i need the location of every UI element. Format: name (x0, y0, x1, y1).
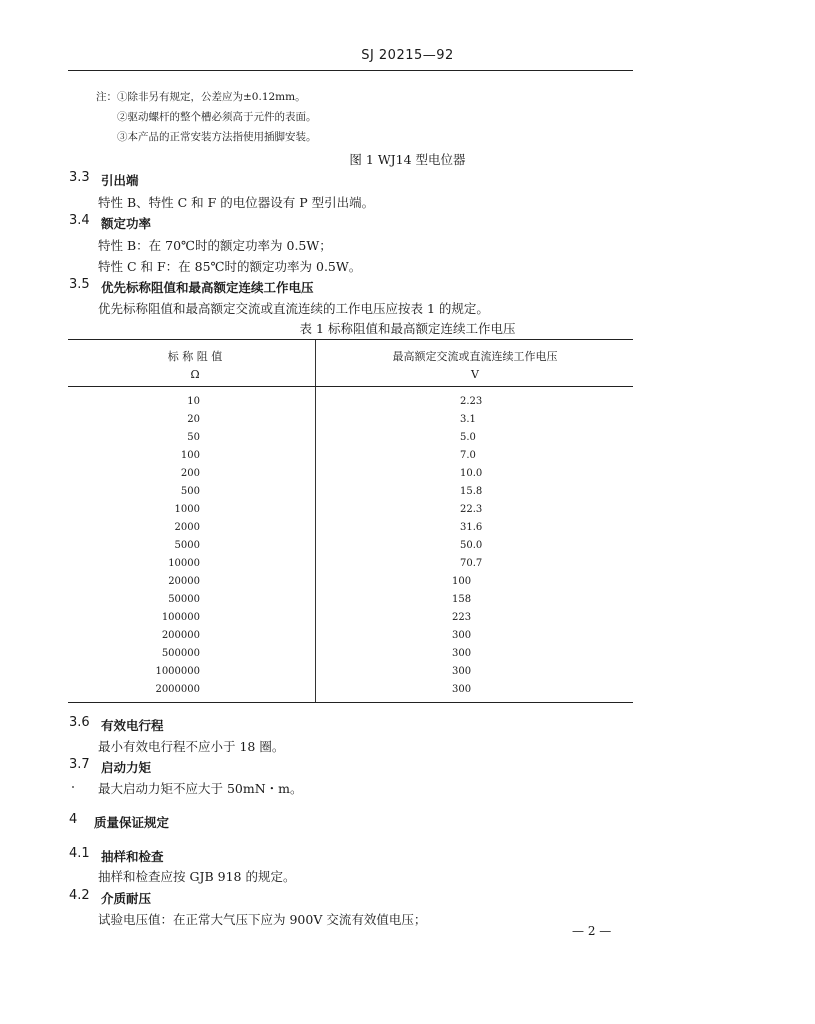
table-cell-voltage: 2.23 (460, 396, 483, 407)
section-title: 介质耐压 (101, 891, 152, 906)
scan-speck (72, 786, 74, 788)
table-cell-voltage: 70.7 (460, 558, 483, 569)
table-cell-resistance: 50 (187, 432, 200, 443)
table-cell-voltage: 300 (452, 630, 472, 641)
table-caption: 表 1 标称阻值和最高额定连续工作电压 (299, 321, 516, 336)
section-title: 质量保证规定 (94, 815, 170, 830)
section-number: 3.5 (69, 277, 90, 292)
table-cell-resistance: 100000 (161, 612, 200, 623)
notes-prefix: 注： (96, 91, 117, 103)
table-cell-voltage: 15.8 (460, 486, 483, 497)
section-number: 3.6 (69, 715, 90, 730)
table-cell-resistance: 1000000 (155, 666, 200, 677)
table-cell-voltage: 22.3 (460, 504, 483, 515)
header-rule (68, 70, 633, 71)
table-cell-voltage: 223 (452, 612, 472, 623)
table-cell-resistance: 10 (187, 396, 200, 407)
table-cell-voltage: 3.1 (460, 414, 476, 425)
table-cell-resistance: 100 (180, 450, 200, 461)
section-title: 优先标称阻值和最高额定连续工作电压 (101, 280, 314, 295)
section-text: 优先标称阻值和最高额定交流或直流连续的工作电压应按表 1 的规定。 (98, 301, 489, 316)
section-text: 试验电压值：在正常大气压下应为 900V 交流有效值电压； (98, 912, 427, 927)
table-column-divider (315, 340, 316, 702)
section-number: 3.3 (69, 170, 90, 185)
table-cell-voltage: 5.0 (460, 432, 476, 443)
section-text: 最小有效电行程不应小于 18 圈。 (98, 739, 285, 754)
section-title: 抽样和检查 (101, 849, 164, 864)
note-item: ③本产品的正常安装方法指使用插脚安装。 (117, 131, 317, 143)
table-cell-resistance: 500000 (161, 648, 200, 659)
table-cell-resistance: 500 (180, 486, 200, 497)
section-text: 特性 B、特性 C 和 F 的电位器设有 P 型引出端。 (98, 195, 375, 210)
table-cell-voltage: 7.0 (460, 450, 476, 461)
table-top-rule (68, 339, 633, 340)
figure-caption: 图 1 WJ14 型电位器 (349, 152, 466, 167)
section-number: 3.7 (69, 757, 90, 772)
table-cell-resistance: 20000 (168, 576, 200, 587)
table-cell-voltage: 158 (452, 594, 472, 605)
table-cell-voltage: 31.6 (460, 522, 483, 533)
section-number: 4.1 (69, 846, 90, 861)
table-cell-resistance: 2000 (174, 522, 200, 533)
table-bottom-rule (68, 702, 633, 703)
note-item: ②驱动螺杆的整个槽必须高于元件的表面。 (117, 111, 317, 123)
table-cell-resistance: 200000 (161, 630, 200, 641)
table-cell-voltage: 300 (452, 666, 472, 677)
table-cell-resistance: 2000000 (155, 684, 200, 695)
table-cell-resistance: 1000 (174, 504, 200, 515)
table-cell-resistance: 10000 (168, 558, 200, 569)
section-title: 启动力矩 (101, 760, 152, 775)
table-col2-unit: V (471, 368, 479, 381)
table-cell-voltage: 10.0 (460, 468, 483, 479)
table-cell-resistance: 5000 (174, 540, 200, 551)
table-cell-resistance: 20 (187, 414, 200, 425)
section-text: 最大启动力矩不应大于 50mN・m。 (98, 781, 303, 796)
section-number: 4.2 (69, 888, 90, 903)
table-cell-resistance: 50000 (168, 594, 200, 605)
section-text: 抽样和检查应按 GJB 918 的规定。 (98, 869, 296, 884)
section-title: 引出端 (101, 173, 139, 188)
section-text: 特性 B：在 70℃时的额定功率为 0.5W； (98, 238, 332, 253)
table-col1-unit: Ω (190, 368, 200, 381)
table-cell-voltage: 100 (452, 576, 472, 587)
table-col1-header: 标 称 阻 值 (167, 350, 223, 363)
table-col2-header: 最高额定交流或直流连续工作电压 (392, 350, 558, 363)
page-number: — 2 — (572, 924, 612, 938)
table-header-rule (68, 386, 633, 387)
table-cell-voltage: 300 (452, 648, 472, 659)
section-title: 额定功率 (101, 216, 152, 231)
section-text: 特性 C 和 F：在 85℃时的额定功率为 0.5W。 (98, 259, 362, 274)
section-number: 3.4 (69, 213, 90, 228)
table-cell-resistance: 200 (180, 468, 200, 479)
table-cell-voltage: 300 (452, 684, 472, 695)
section-number: 4 (69, 812, 78, 827)
section-title: 有效电行程 (101, 718, 164, 733)
table-cell-voltage: 50.0 (460, 540, 483, 551)
document-code: SJ 20215—92 (361, 48, 454, 63)
note-item: ①除非另有规定，公差应为±0.12mm。 (117, 91, 306, 103)
